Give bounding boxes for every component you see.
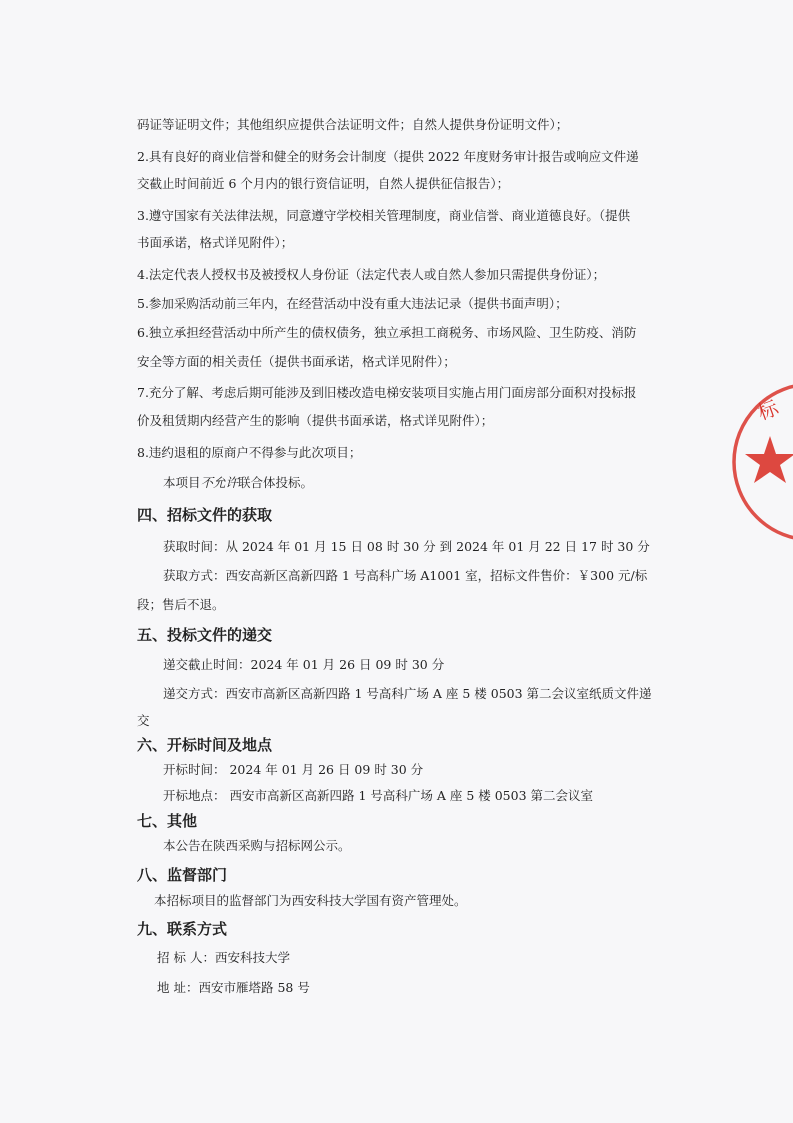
paragraph-line: 本招标项目的监督部门为西安科技大学国有资产管理处。 — [154, 893, 467, 908]
paragraph-line: 书面承诺，格式详见附件）； — [137, 235, 294, 250]
paragraph-line: 4.法定代表人授权书及被授权人身份证（法定代表人或自然人参加只需提供身份证）； — [137, 267, 606, 282]
consortium-post: 联合体投标。 — [238, 475, 314, 490]
consortium-note — [163, 475, 313, 491]
section-heading: 八、监督部门 — [137, 866, 228, 884]
section-heading: 四、招标文件的获取 — [137, 506, 273, 524]
paragraph-line: 获取方式：西安高新区高新四路 1 号高科广场 A1001 室，招标文件售价：￥300 元/标 — [163, 568, 648, 583]
section-heading: 五、投标文件的递交 — [137, 626, 273, 644]
section-heading: 六、开标时间及地点 — [137, 736, 273, 754]
paragraph-line: 8.违约退租的原商户不得参与此次项目； — [137, 445, 362, 460]
seal-text: 标 — [754, 395, 782, 425]
paragraph-line: 7.充分了解、考虑后期可能涉及到旧楼改造电梯安装项目实施占用门面房部分面积对投标报 — [137, 385, 637, 400]
section-heading: 九、联系方式 — [137, 920, 228, 938]
paragraph-line: 递交方式：西安市高新区高新四路 1 号高科广场 A 座 5 楼 0503 第二会议室纸质文件递 — [163, 686, 652, 701]
paragraph-line: 段；售后不退。 — [137, 597, 225, 612]
paragraph-line: 开标时间： 2024 年 01 月 26 日 09 时 30 分 — [163, 762, 424, 777]
paragraph-line: 递交截止时间：2024 年 01 月 26 日 09 时 30 分 — [163, 657, 445, 672]
paragraph-line: 2.具有良好的商业信誉和健全的财务会计制度（提供 2022 年度财务审计报告或响应文件递 — [137, 149, 639, 164]
paragraph-line: 获取时间：从 2024 年 01 月 15 日 08 时 30 分 到 2024 年 01 月 22 日 17 时 30 分 — [163, 539, 650, 554]
paragraph-line: 交 — [137, 713, 150, 728]
paragraph-line: 开标地点： 西安市高新区高新四路 1 号高科广场 A 座 5 楼 0503 第二会议室 — [163, 788, 594, 803]
paragraph-line: 本公告在陕西采购与招标网公示。 — [163, 838, 351, 853]
paragraph-line: 价及租赁期内经营产生的影响（提供书面承诺，格式详见附件）； — [137, 413, 494, 428]
paragraph-line: 交截止时间前近 6 个月内的银行资信证明，自然人提供征信报告）； — [137, 176, 510, 191]
contact-name: 招 标 人：西安科技大学 — [157, 950, 290, 965]
paragraph-line: 6.独立承担经营活动中所产生的债权债务，独立承担工商税务、市场风险、卫生防疫、消防 — [137, 325, 637, 340]
consortium-pre: 本项目 — [163, 475, 201, 490]
paragraph-line: 安全等方面的相关责任（提供书面承诺，格式详见附件）； — [137, 354, 456, 369]
paragraph-line: 3.遵守国家有关法律法规，同意遵守学校相关管理制度，商业信誉、商业道德良好。（提供 — [137, 208, 631, 223]
official-seal-stamp — [728, 378, 793, 548]
paragraph-line: 5.参加采购活动前三年内，在经营活动中没有重大违法记录（提供书面声明）； — [137, 296, 568, 311]
section-heading: 七、其他 — [137, 812, 198, 830]
consortium-emphasis: 不允许 — [200, 475, 239, 490]
paragraph-line: 码证等证明文件；其他组织应提供合法证明文件；自然人提供身份证明文件）； — [137, 117, 569, 132]
contact-address: 地 址：西安市雁塔路 58 号 — [157, 980, 310, 995]
